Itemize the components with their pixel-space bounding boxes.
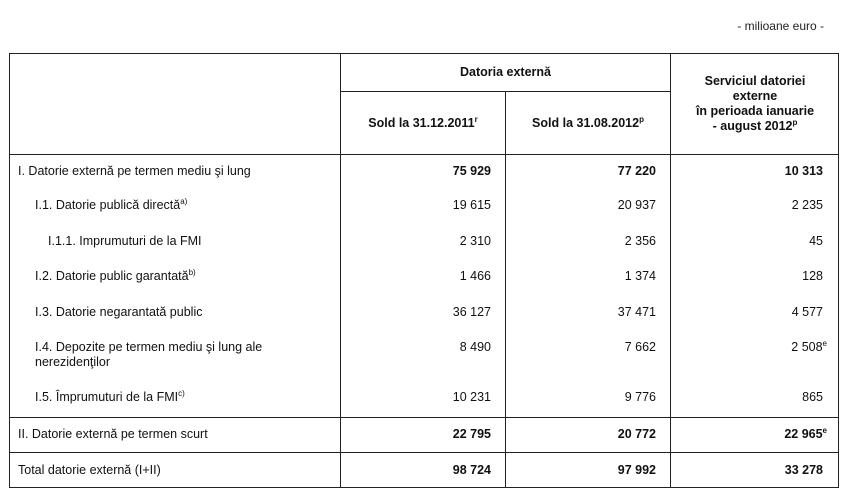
header-col3-line: externe xyxy=(732,89,778,103)
row-label xyxy=(35,305,202,320)
cell-value: 2 508 xyxy=(791,340,823,354)
row-label-text: I.1.1. Imprumuturi de la FMI xyxy=(48,234,202,248)
cell-sold-2011: 1 466 xyxy=(459,269,491,283)
header-group-text: Datoria externă xyxy=(459,65,551,79)
header-col1-text: Sold la 31.12.2011 xyxy=(368,115,475,130)
row-label xyxy=(35,390,185,405)
row-label xyxy=(48,234,202,249)
cell-sold-2011: 22 795 xyxy=(452,427,491,441)
cell-debt-service: 45 xyxy=(809,234,823,248)
row-label-text: nerezidenţilor xyxy=(35,355,111,369)
cell-debt-service: 865 xyxy=(802,390,823,404)
row-label-text: I.1. Datorie publică directă xyxy=(35,198,181,212)
header-col2-text: Sold la 31.08.2012 xyxy=(532,115,640,130)
row-label-text: I.2. Datorie public garantată xyxy=(35,269,189,283)
row-label-text: Total datorie externă (I+II) xyxy=(18,463,161,477)
cell-debt-service: 128 xyxy=(802,269,823,283)
cell-debt-service: 10 313 xyxy=(784,164,823,178)
cell-sold-2012: 37 471 xyxy=(617,305,656,319)
row-label-text: I.5. Împrumuturi de la FMI xyxy=(35,390,179,404)
cell-debt-service: 2 235 xyxy=(791,198,823,212)
cell-sold-2012: 7 662 xyxy=(624,340,656,354)
cell-sold-2011: 98 724 xyxy=(452,463,491,477)
row-label xyxy=(18,427,208,442)
footnote-marker: e xyxy=(822,338,827,348)
section-divider xyxy=(10,452,838,453)
header-col-sold-2011 xyxy=(341,92,505,154)
cell-debt-service xyxy=(671,340,827,355)
row-label xyxy=(35,198,187,213)
footnote-marker: c) xyxy=(178,388,185,398)
header-col3-line: în perioada ianuarie xyxy=(695,104,815,118)
cell-sold-2011: 8 490 xyxy=(459,340,491,354)
row-label xyxy=(35,269,196,284)
row-label xyxy=(18,463,161,478)
row-label-text: I. Datorie externă pe termen mediu şi lung xyxy=(18,164,251,178)
footnote-marker: e xyxy=(822,425,827,435)
header-bottom-border xyxy=(10,154,838,155)
header-col3-line: - august 2012 xyxy=(712,119,793,133)
units-label: - milioane euro - xyxy=(737,19,824,33)
row-label xyxy=(35,340,262,370)
cell-sold-2012: 20 937 xyxy=(617,198,656,212)
row-label-text: I.4. Depozite pe termen mediu şi lung ale xyxy=(35,340,263,354)
header-col2-sup: p xyxy=(639,114,644,124)
cell-sold-2011: 19 615 xyxy=(452,198,491,212)
cell-sold-2011: 10 231 xyxy=(452,390,491,404)
header-col-sold-2012 xyxy=(506,92,670,154)
cell-sold-2012: 1 374 xyxy=(624,269,656,283)
cell-sold-2012: 77 220 xyxy=(617,164,656,178)
cell-sold-2012: 2 356 xyxy=(624,234,656,248)
cell-sold-2011: 36 127 xyxy=(452,305,491,319)
cell-debt-service xyxy=(671,427,827,442)
cell-sold-2011: 75 929 xyxy=(452,164,491,178)
header-col3-sup: p xyxy=(792,117,798,127)
header-col-debt-service xyxy=(671,54,839,154)
cell-sold-2012: 9 776 xyxy=(624,390,656,404)
external-debt-table xyxy=(9,53,839,488)
cell-debt-service: 4 577 xyxy=(791,305,823,319)
header-group-title xyxy=(341,54,670,91)
cell-sold-2012: 20 772 xyxy=(617,427,656,441)
footnote-marker: b) xyxy=(188,267,196,277)
row-label-text: II. Datorie externă pe termen scurt xyxy=(18,427,208,441)
section-divider xyxy=(10,417,838,418)
header-col3-line: Serviciul datoriei xyxy=(704,74,806,88)
cell-value: 22 965 xyxy=(784,427,823,441)
cell-sold-2011: 2 310 xyxy=(459,234,491,248)
cell-debt-service: 33 278 xyxy=(784,463,823,477)
row-label-text: I.3. Datorie negarantată public xyxy=(35,305,203,319)
header-col1-sup: r xyxy=(474,114,478,124)
cell-sold-2012: 97 992 xyxy=(617,463,656,477)
row-label xyxy=(18,164,251,179)
footnote-marker: a) xyxy=(180,196,188,206)
